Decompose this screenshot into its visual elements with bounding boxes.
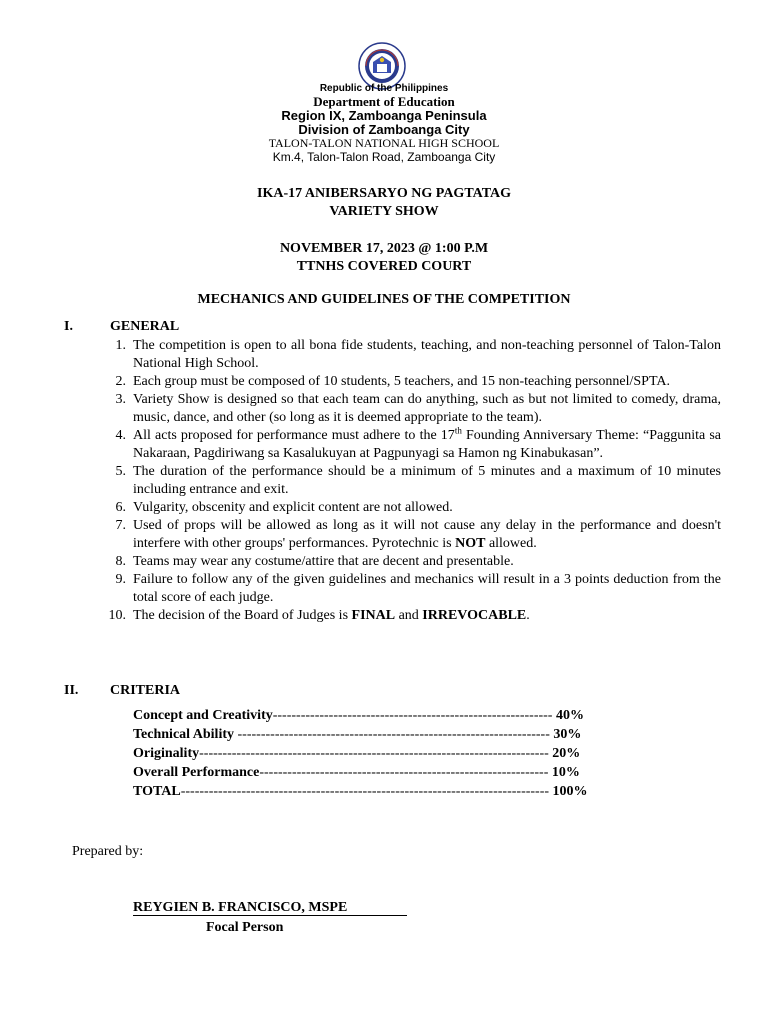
letterhead-region: Region IX, Zamboanga Peninsula <box>281 108 487 123</box>
list-item <box>104 571 721 607</box>
event-date-time: NOVEMBER 17, 2023 @ 1:00 P.M <box>279 241 489 256</box>
signatory-name: REYGIEN B. FRANCISCO, MSPE <box>133 900 407 916</box>
item-number: 1. <box>115 338 126 353</box>
item-bold-text: NOT <box>455 536 486 551</box>
criteria-value: 100% <box>549 784 588 799</box>
item-text: The competition is open to all bona fide students, teaching, and non-teaching personnel of Talon-Talon National High School. <box>133 338 721 371</box>
item-text: Vulgarity, obscenity and explicit content are not allowed. <box>133 500 453 515</box>
general-title: GENERAL <box>110 319 180 334</box>
item-number: 5. <box>115 464 126 479</box>
event-venue: TTNHS COVERED COURT <box>296 259 472 274</box>
item-bold-text: FINAL <box>351 608 396 623</box>
letterhead-division: Division of Zamboanga City <box>298 122 470 137</box>
criteria-title: CRITERIA <box>110 683 181 698</box>
item-number: 6. <box>115 500 126 515</box>
signatory-position: Focal Person <box>206 920 284 935</box>
item-text: Used of props will be allowed as long as it will not cause any delay in the performance and doesn't interfere with other groups' performances. Pyrotechnic is <box>133 518 721 551</box>
list-item <box>104 607 721 625</box>
item-text: All acts proposed for performance must adhere to the 17 <box>133 428 455 443</box>
criteria-leader: ------------------------------------------------------------------------------- <box>180 784 550 799</box>
item-text-continued: allowed. <box>485 536 537 551</box>
criteria-label: Overall Performance <box>133 765 260 780</box>
item-text-continued: . <box>526 608 530 623</box>
item-number: 4. <box>115 428 126 443</box>
letterhead-department: Department of Education <box>313 94 455 109</box>
list-item <box>104 553 721 571</box>
list-item <box>104 517 721 553</box>
item-text: The duration of the performance should be a minimum of 5 minutes and a maximum of 10 minutes including entrance and exit. <box>133 464 721 497</box>
criteria-value: 40% <box>552 708 584 723</box>
item-text: Teams may wear any costume/attire that are decent and presentable. <box>133 554 514 569</box>
list-item <box>104 427 721 463</box>
letterhead-republic: Republic of the Philippines <box>319 83 449 94</box>
item-superscript: th <box>454 425 462 436</box>
event-title-line1: IKA-17 ANIBERSARYO NG PAGTATAG <box>257 186 511 201</box>
item-text: Variety Show is designed so that each team can do anything, such as but not limited to comedy, drama, music, dance, and other (so long as it is deemed appropriate to the team). <box>133 392 721 425</box>
criteria-value: 10% <box>548 765 580 780</box>
criteria-label: TOTAL <box>133 784 181 799</box>
list-item <box>104 463 721 499</box>
general-list <box>104 337 721 625</box>
item-text-continued: Founding Anniversary Theme: “Paggunita sa Nakaraan, Pagdiriwang sa Kasalukuyan at Pagpunyagi sa Hamon ng Kinabukasan”. <box>133 428 721 461</box>
criteria-label: Concept and Creativity <box>133 708 273 723</box>
criteria-numeral: II. <box>64 683 79 698</box>
list-item <box>104 499 721 517</box>
item-number: 8. <box>115 554 126 569</box>
item-text: Failure to follow any of the given guidelines and mechanics will result in a 3 points deduction from the total score of each judge. <box>133 572 721 605</box>
criteria-value: 20% <box>548 746 581 761</box>
item-text-mid: and <box>395 608 423 623</box>
criteria-leader: ------------------------------------------------------------ <box>272 708 553 723</box>
criteria-label: Originality <box>133 746 200 761</box>
criteria-label: Technical Ability <box>133 727 238 742</box>
criteria-row <box>133 763 653 782</box>
event-heading: MECHANICS AND GUIDELINES OF THE COMPETITION <box>197 292 571 307</box>
letterhead-school: TALON-TALON NATIONAL HIGH SCHOOL <box>268 136 500 150</box>
criteria-row <box>133 744 653 763</box>
criteria-leader: ------------------------------------------------------------------- <box>237 727 550 742</box>
item-bold-text-2: IRREVOCABLE <box>422 608 527 623</box>
event-title-line2: VARIETY SHOW <box>329 204 439 219</box>
criteria-row <box>133 725 653 744</box>
item-number: 7. <box>115 518 126 533</box>
criteria-list <box>133 706 653 801</box>
criteria-value: 30% <box>549 727 582 742</box>
prepared-by-label: Prepared by: <box>72 844 144 859</box>
general-numeral: I. <box>64 319 73 334</box>
item-text: The decision of the Board of Judges is <box>133 608 352 623</box>
item-number: 9. <box>115 572 126 587</box>
list-item <box>104 373 721 391</box>
item-number: 3. <box>115 392 126 407</box>
item-number: 2. <box>115 374 126 389</box>
list-item <box>104 337 721 373</box>
criteria-leader: --------------------------------------------------------------------------- <box>199 746 549 761</box>
item-text: Each group must be composed of 10 students, 5 teachers, and 15 non-teaching personnel/SPTA. <box>133 374 670 389</box>
criteria-leader: -------------------------------------------------------------- <box>259 765 549 780</box>
item-number: 10. <box>108 608 126 623</box>
criteria-row <box>133 706 653 725</box>
list-item <box>104 391 721 427</box>
letterhead-address: Km.4, Talon-Talon Road, Zamboanga City <box>272 150 496 164</box>
criteria-row <box>133 782 653 801</box>
